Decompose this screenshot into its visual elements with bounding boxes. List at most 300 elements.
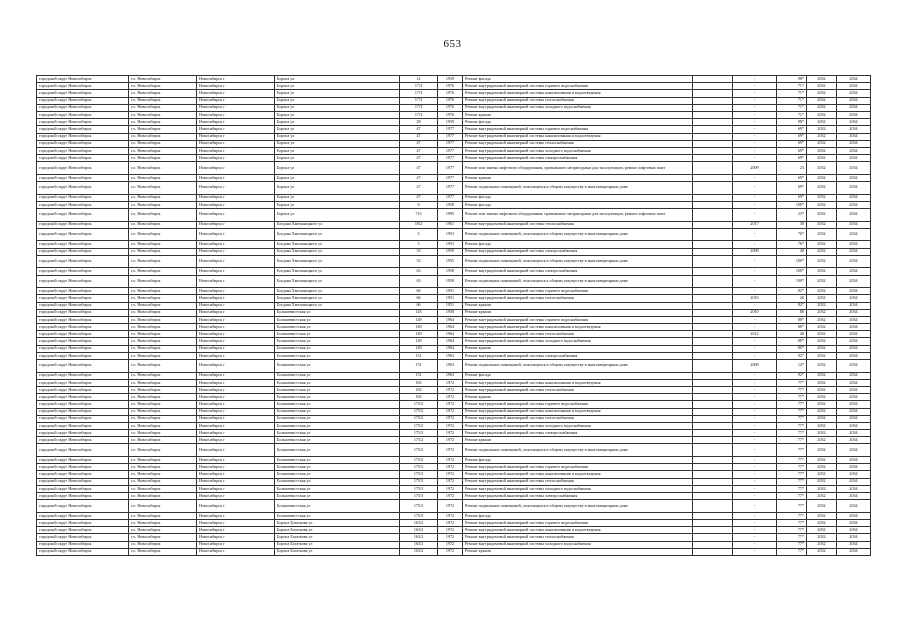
municipality-cell: г.о. Новосибирск xyxy=(129,90,197,97)
spacer-cell xyxy=(693,111,733,118)
plan-end-year-cell: 2034 xyxy=(837,111,871,118)
street-cell: Богдана Хмельницкого ул xyxy=(275,255,400,268)
street-cell: Бориса ул xyxy=(275,119,400,126)
municipality-cell: г.о. Новосибирск xyxy=(129,155,197,162)
work-type-cell: Ремонт подвальных помещений, относящихся к общему имуществу в многоквартирном доме xyxy=(463,275,693,288)
city-cell: Новосибирск г xyxy=(197,457,275,464)
last-repair-year-cell: - xyxy=(733,228,777,241)
plan-start-year-cell: 2032 xyxy=(807,255,837,268)
city-cell: Новосибирск г xyxy=(197,372,275,379)
house-number-cell: 17/3 xyxy=(400,97,438,104)
plan-start-year-cell: 2032 xyxy=(807,422,837,429)
build-year-cell: 1951 xyxy=(438,295,463,302)
work-type-cell: Ремонт крыши xyxy=(463,174,693,181)
last-repair-year-cell: - xyxy=(733,338,777,345)
city-cell: Новосибирск г xyxy=(197,97,275,104)
build-year-cell: 1972 xyxy=(438,512,463,519)
plan-end-year-cell: 2034 xyxy=(837,527,871,534)
house-number-cell: 165 xyxy=(400,394,438,401)
build-year-cell: 1977 xyxy=(438,147,463,154)
wear-percent-cell: 77* xyxy=(777,415,807,422)
house-number-cell: 63 xyxy=(400,275,438,288)
municipality-cell: г.о. Новосибирск xyxy=(129,512,197,519)
table-row xyxy=(37,478,871,485)
wear-percent-cell: 77* xyxy=(777,430,807,437)
table-row xyxy=(37,548,871,555)
plan-start-year-cell: 2032 xyxy=(807,331,837,338)
spacer-cell xyxy=(693,372,733,379)
city-cell: Новосибирск г xyxy=(197,302,275,309)
spacer-cell xyxy=(693,415,733,422)
house-number-cell: 151 xyxy=(400,372,438,379)
table-row xyxy=(37,444,871,457)
wear-percent-cell: 71* xyxy=(777,97,807,104)
plan-start-year-cell: 2032 xyxy=(807,415,837,422)
spacer-cell xyxy=(693,478,733,485)
street-cell: Большевистская ул xyxy=(275,471,400,478)
plan-end-year-cell: 2034 xyxy=(837,316,871,323)
table-row xyxy=(37,541,871,548)
table-row xyxy=(37,331,871,338)
plan-end-year-cell: 2034 xyxy=(837,534,871,541)
district-cell: городской округ Новосибирск xyxy=(37,527,129,534)
house-number-cell: 47 xyxy=(400,126,438,133)
table-row xyxy=(37,295,871,302)
wear-percent-cell: 69* xyxy=(777,140,807,147)
spacer-cell xyxy=(693,155,733,162)
house-number-cell: 3 xyxy=(400,241,438,248)
spacer-cell xyxy=(693,104,733,111)
district-cell: городской округ Новосибирск xyxy=(37,408,129,415)
work-type-cell: Ремонт фасада xyxy=(463,194,693,201)
table-row xyxy=(37,401,871,408)
city-cell: Новосибирск г xyxy=(197,182,275,195)
last-repair-year-cell: - xyxy=(733,174,777,181)
house-number-cell: 151 xyxy=(400,352,438,359)
street-cell: Богдана Хмельницкого ул xyxy=(275,302,400,309)
work-type-cell: Ремонт внутридомовой инженерной системы электроснабжения xyxy=(463,268,693,275)
last-repair-year-cell: - xyxy=(733,394,777,401)
city-cell: Новосибирск г xyxy=(197,352,275,359)
table-row xyxy=(37,126,871,133)
work-type-cell: Ремонт внутридомовой инженерной системы электроснабжения xyxy=(463,248,693,255)
work-type-cell: Ремонт фасада xyxy=(463,372,693,379)
wear-percent-cell: 77* xyxy=(777,527,807,534)
district-cell: городской округ Новосибирск xyxy=(37,241,129,248)
house-number-cell: 28 xyxy=(400,119,438,126)
last-repair-year-cell: - xyxy=(733,97,777,104)
house-number-cell: 175/2 xyxy=(400,401,438,408)
table-row xyxy=(37,201,871,208)
city-cell: Новосибирск г xyxy=(197,104,275,111)
plan-start-year-cell: 2032 xyxy=(807,140,837,147)
wear-percent-cell: 23* xyxy=(777,209,807,222)
plan-start-year-cell: 2032 xyxy=(807,457,837,464)
repair-schedule-table xyxy=(36,75,871,556)
build-year-cell: 1972 xyxy=(438,485,463,492)
table-row xyxy=(37,155,871,162)
street-cell: Большевистская ул xyxy=(275,360,400,373)
municipality-cell: г.о. Новосибирск xyxy=(129,324,197,331)
municipality-cell: г.о. Новосибирск xyxy=(129,548,197,555)
city-cell: Новосибирск г xyxy=(197,83,275,90)
spacer-cell xyxy=(693,228,733,241)
house-number-cell: 149 xyxy=(400,331,438,338)
spacer-cell xyxy=(693,422,733,429)
plan-end-year-cell: 2034 xyxy=(837,90,871,97)
district-cell: городской округ Новосибирск xyxy=(37,541,129,548)
spacer-cell xyxy=(693,360,733,373)
city-cell: Новосибирск г xyxy=(197,408,275,415)
district-cell: городской округ Новосибирск xyxy=(37,119,129,126)
plan-end-year-cell: 2034 xyxy=(837,255,871,268)
spacer-cell xyxy=(693,182,733,195)
plan-end-year-cell: 2034 xyxy=(837,324,871,331)
street-cell: Бориса ул xyxy=(275,133,400,140)
street-cell: Бориса ул xyxy=(275,147,400,154)
district-cell: городской округ Новосибирск xyxy=(37,352,129,359)
wear-percent-cell: 80* xyxy=(777,324,807,331)
work-type-cell: Ремонт внутридомовой инженерной системы холодного водоснабжения xyxy=(463,485,693,492)
street-cell: Большевистская ул xyxy=(275,485,400,492)
municipality-cell: г.о. Новосибирск xyxy=(129,241,197,248)
table-row xyxy=(37,147,871,154)
spacer-cell xyxy=(693,209,733,222)
work-type-cell: Ремонт фасада xyxy=(463,201,693,208)
district-cell: городской округ Новосибирск xyxy=(37,126,129,133)
plan-start-year-cell: 2032 xyxy=(807,111,837,118)
wear-percent-cell: 46 xyxy=(777,331,807,338)
last-repair-year-cell: - xyxy=(733,90,777,97)
last-repair-year-cell: - xyxy=(733,437,777,444)
municipality-cell: г.о. Новосибирск xyxy=(129,457,197,464)
plan-start-year-cell: 2032 xyxy=(807,338,837,345)
house-number-cell: 17/3 xyxy=(400,83,438,90)
house-number-cell: 17/3 xyxy=(400,90,438,97)
municipality-cell: г.о. Новосибирск xyxy=(129,493,197,500)
city-cell: Новосибирск г xyxy=(197,76,275,83)
street-cell: Большевистская ул xyxy=(275,493,400,500)
street-cell: Бориса ул xyxy=(275,126,400,133)
wear-percent-cell: 77* xyxy=(777,457,807,464)
district-cell: городской округ Новосибирск xyxy=(37,548,129,555)
house-number-cell: 9 xyxy=(400,201,438,208)
district-cell: городской округ Новосибирск xyxy=(37,194,129,201)
house-number-cell: 18/2 xyxy=(400,221,438,228)
wear-percent-cell: 14* xyxy=(777,360,807,373)
last-repair-year-cell: 2008 xyxy=(733,360,777,373)
work-type-cell: Ремонт внутридомовой инженерной системы горячего водоснабжения xyxy=(463,288,693,295)
plan-start-year-cell: 2032 xyxy=(807,444,837,457)
house-number-cell: 17/3 xyxy=(400,104,438,111)
street-cell: Большевистская ул xyxy=(275,444,400,457)
work-type-cell: Ремонт внутридомовой инженерной системы холодного водоснабжения xyxy=(463,338,693,345)
last-repair-year-cell: - xyxy=(733,194,777,201)
work-type-cell: Ремонт внутридомовой инженерной системы горячего водоснабжения xyxy=(463,464,693,471)
municipality-cell: г.о. Новосибирск xyxy=(129,302,197,309)
spacer-cell xyxy=(693,324,733,331)
build-year-cell: 1977 xyxy=(438,133,463,140)
plan-end-year-cell: 2034 xyxy=(837,457,871,464)
last-repair-year-cell: 2008 xyxy=(733,248,777,255)
house-number-cell: 33 xyxy=(400,248,438,255)
wear-percent-cell: 100* xyxy=(777,275,807,288)
table-row xyxy=(37,174,871,181)
build-year-cell: 1995 xyxy=(438,209,463,222)
street-cell: Богдана Хмельницкого ул xyxy=(275,228,400,241)
house-number-cell: 175/3 xyxy=(400,500,438,513)
wear-percent-cell: 69* xyxy=(777,194,807,201)
house-number-cell: 143 xyxy=(400,309,438,316)
spacer-cell xyxy=(693,248,733,255)
district-cell: городской округ Новосибирск xyxy=(37,519,129,526)
table-row xyxy=(37,457,871,464)
plan-start-year-cell: 2032 xyxy=(807,352,837,359)
build-year-cell: 1964 xyxy=(438,324,463,331)
street-cell: Большевистская ул xyxy=(275,379,400,386)
last-repair-year-cell: - xyxy=(733,485,777,492)
municipality-cell: г.о. Новосибирск xyxy=(129,464,197,471)
street-cell: Большевистская ул xyxy=(275,464,400,471)
house-number-cell: 175/2 xyxy=(400,444,438,457)
table-row xyxy=(37,228,871,241)
spacer-cell xyxy=(693,255,733,268)
last-repair-year-cell: - xyxy=(733,422,777,429)
wear-percent-cell: 40 xyxy=(777,248,807,255)
table-row xyxy=(37,534,871,541)
plan-end-year-cell: 2034 xyxy=(837,372,871,379)
spacer-cell xyxy=(693,241,733,248)
municipality-cell: г.о. Новосибирск xyxy=(129,541,197,548)
municipality-cell: г.о. Новосибирск xyxy=(129,255,197,268)
district-cell: городской округ Новосибирск xyxy=(37,316,129,323)
plan-start-year-cell: 2032 xyxy=(807,464,837,471)
municipality-cell: г.о. Новосибирск xyxy=(129,221,197,228)
last-repair-year-cell: - xyxy=(733,548,777,555)
table-row xyxy=(37,345,871,352)
plan-start-year-cell: 2032 xyxy=(807,155,837,162)
work-type-cell: Ремонт внутридомовой инженерной системы холодного водоснабжения xyxy=(463,422,693,429)
last-repair-year-cell: - xyxy=(733,155,777,162)
municipality-cell: г.о. Новосибирск xyxy=(129,174,197,181)
house-number-cell: 175/3 xyxy=(400,485,438,492)
table-row xyxy=(37,119,871,126)
work-type-cell: Ремонт фасада xyxy=(463,241,693,248)
city-cell: Новосибирск г xyxy=(197,275,275,288)
work-type-cell: Ремонт внутридомовой инженерной системы канализования и водоотведения xyxy=(463,408,693,415)
build-year-cell: 1976 xyxy=(438,97,463,104)
municipality-cell: г.о. Новосибирск xyxy=(129,295,197,302)
table-row xyxy=(37,76,871,83)
house-number-cell: 165 xyxy=(400,379,438,386)
build-year-cell: 1964 xyxy=(438,345,463,352)
table-row xyxy=(37,275,871,288)
plan-start-year-cell: 2032 xyxy=(807,437,837,444)
house-number-cell: 66 xyxy=(400,288,438,295)
plan-start-year-cell: 2032 xyxy=(807,541,837,548)
street-cell: Бориса ул xyxy=(275,182,400,195)
plan-end-year-cell: 2034 xyxy=(837,133,871,140)
work-type-cell: Ремонт подвальных помещений, относящихся к общему имуществу в многоквартирном доме xyxy=(463,360,693,373)
table-row xyxy=(37,338,871,345)
work-type-cell: Ремонт внутридомовой инженерной системы канализования и водоотведения xyxy=(463,471,693,478)
plan-end-year-cell: 2034 xyxy=(837,228,871,241)
table-row xyxy=(37,221,871,228)
work-type-cell: Ремонт внутридомовой инженерной системы холодного водоснабжения xyxy=(463,104,693,111)
district-cell: городской округ Новосибирск xyxy=(37,155,129,162)
build-year-cell: 1972 xyxy=(438,437,463,444)
wear-percent-cell: 77* xyxy=(777,548,807,555)
street-cell: Большевистская ул xyxy=(275,345,400,352)
street-cell: Богдана Хмельницкого ул xyxy=(275,268,400,275)
street-cell: Большевистская ул xyxy=(275,352,400,359)
wear-percent-cell: 69* xyxy=(777,133,807,140)
house-number-cell: 165 xyxy=(400,386,438,393)
build-year-cell: 1972 xyxy=(438,527,463,534)
wear-percent-cell: 71* xyxy=(777,104,807,111)
plan-start-year-cell: 2032 xyxy=(807,119,837,126)
district-cell: городской округ Новосибирск xyxy=(37,401,129,408)
city-cell: Новосибирск г xyxy=(197,201,275,208)
wear-percent-cell: 77* xyxy=(777,464,807,471)
work-type-cell: Ремонт внутридомовой инженерной системы теплоснабжения xyxy=(463,386,693,393)
municipality-cell: г.о. Новосибирск xyxy=(129,379,197,386)
street-cell: Бориса Богаткова ул xyxy=(275,527,400,534)
wear-percent-cell: 77* xyxy=(777,471,807,478)
city-cell: Новосибирск г xyxy=(197,379,275,386)
wear-percent-cell: 77* xyxy=(777,444,807,457)
build-year-cell: 1959 xyxy=(438,119,463,126)
last-repair-year-cell: - xyxy=(733,255,777,268)
last-repair-year-cell: - xyxy=(733,408,777,415)
last-repair-year-cell: - xyxy=(733,471,777,478)
wear-percent-cell: 80* xyxy=(777,345,807,352)
street-cell: Большевистская ул xyxy=(275,430,400,437)
last-repair-year-cell: - xyxy=(733,302,777,309)
district-cell: городской округ Новосибирск xyxy=(37,275,129,288)
plan-start-year-cell: 2032 xyxy=(807,104,837,111)
plan-end-year-cell: 2034 xyxy=(837,275,871,288)
wear-percent-cell: 80 xyxy=(777,309,807,316)
work-type-cell: Ремонт крыши xyxy=(463,548,693,555)
municipality-cell: г.о. Новосибирск xyxy=(129,422,197,429)
municipality-cell: г.о. Новосибирск xyxy=(129,140,197,147)
plan-start-year-cell: 2032 xyxy=(807,309,837,316)
plan-end-year-cell: 2034 xyxy=(837,437,871,444)
spacer-cell xyxy=(693,338,733,345)
house-number-cell: 175/2 xyxy=(400,457,438,464)
work-type-cell: Ремонт внутридомовой инженерной системы теплоснабжения xyxy=(463,97,693,104)
table-row xyxy=(37,90,871,97)
city-cell: Новосибирск г xyxy=(197,162,275,175)
street-cell: Большевистская ул xyxy=(275,338,400,345)
plan-start-year-cell: 2032 xyxy=(807,162,837,175)
street-cell: Бориса ул xyxy=(275,104,400,111)
district-cell: городской округ Новосибирск xyxy=(37,386,129,393)
table-row xyxy=(37,415,871,422)
build-year-cell: 1958 xyxy=(438,268,463,275)
spacer-cell xyxy=(693,430,733,437)
build-year-cell: 1972 xyxy=(438,401,463,408)
city-cell: Новосибирск г xyxy=(197,309,275,316)
plan-start-year-cell: 2032 xyxy=(807,133,837,140)
municipality-cell: г.о. Новосибирск xyxy=(129,201,197,208)
street-cell: Бориса ул xyxy=(275,140,400,147)
table-row xyxy=(37,194,871,201)
wear-percent-cell: 71* xyxy=(777,83,807,90)
work-type-cell: Ремонт подвальных помещений, относящихся к общему имуществу в многоквартирном доме xyxy=(463,444,693,457)
spacer-cell xyxy=(693,464,733,471)
table-row xyxy=(37,324,871,331)
wear-percent-cell: 92* xyxy=(777,372,807,379)
spacer-cell xyxy=(693,548,733,555)
wear-percent-cell: 77* xyxy=(777,534,807,541)
table-row xyxy=(37,111,871,118)
work-type-cell: Ремонт внутридомовой инженерной системы канализования и водоотведения xyxy=(463,90,693,97)
plan-end-year-cell: 2034 xyxy=(837,147,871,154)
house-number-cell: 175/3 xyxy=(400,512,438,519)
plan-end-year-cell: 2034 xyxy=(837,209,871,222)
table-row xyxy=(37,372,871,379)
plan-end-year-cell: 2034 xyxy=(837,295,871,302)
municipality-cell: г.о. Новосибирск xyxy=(129,408,197,415)
plan-start-year-cell: 2032 xyxy=(807,386,837,393)
district-cell: городской округ Новосибирск xyxy=(37,415,129,422)
plan-end-year-cell: 2034 xyxy=(837,360,871,373)
last-repair-year-cell: - xyxy=(733,379,777,386)
city-cell: Новосибирск г xyxy=(197,464,275,471)
plan-start-year-cell: 2032 xyxy=(807,248,837,255)
house-number-cell: 149 xyxy=(400,345,438,352)
municipality-cell: г.о. Новосибирск xyxy=(129,500,197,513)
district-cell: городской округ Новосибирск xyxy=(37,372,129,379)
district-cell: городской округ Новосибирск xyxy=(37,309,129,316)
city-cell: Новосибирск г xyxy=(197,534,275,541)
spacer-cell xyxy=(693,316,733,323)
wear-percent-cell: 71* xyxy=(777,90,807,97)
spacer-cell xyxy=(693,457,733,464)
street-cell: Бориса Богаткова ул xyxy=(275,548,400,555)
house-number-cell: 175/2 xyxy=(400,415,438,422)
house-number-cell: 175/2 xyxy=(400,408,438,415)
street-cell: Бориса ул xyxy=(275,97,400,104)
street-cell: Бориса ул xyxy=(275,83,400,90)
district-cell: городской округ Новосибирск xyxy=(37,111,129,118)
last-repair-year-cell: - xyxy=(733,457,777,464)
municipality-cell: г.о. Новосибирск xyxy=(129,415,197,422)
house-number-cell: 163/2 xyxy=(400,548,438,555)
plan-end-year-cell: 2034 xyxy=(837,241,871,248)
table-row xyxy=(37,471,871,478)
district-cell: городской округ Новосибирск xyxy=(37,104,129,111)
plan-end-year-cell: 2034 xyxy=(837,119,871,126)
work-type-cell: Ремонт внутридомовой инженерной системы горячего водоснабжения xyxy=(463,401,693,408)
table-row xyxy=(37,437,871,444)
municipality-cell: г.о. Новосибирск xyxy=(129,147,197,154)
house-number-cell: 3 xyxy=(400,228,438,241)
street-cell: Большевистская ул xyxy=(275,386,400,393)
street-cell: Большевистская ул xyxy=(275,422,400,429)
work-type-cell: Ремонт фасада xyxy=(463,457,693,464)
municipality-cell: г.о. Новосибирск xyxy=(129,338,197,345)
work-type-cell: Ремонт подвальных помещений, относящихся к общему имуществу в многоквартирном доме xyxy=(463,500,693,513)
table-row xyxy=(37,140,871,147)
plan-end-year-cell: 2034 xyxy=(837,268,871,275)
spacer-cell xyxy=(693,485,733,492)
district-cell: городской округ Новосибирск xyxy=(37,302,129,309)
plan-end-year-cell: 2034 xyxy=(837,182,871,195)
house-number-cell: 163/2 xyxy=(400,519,438,526)
